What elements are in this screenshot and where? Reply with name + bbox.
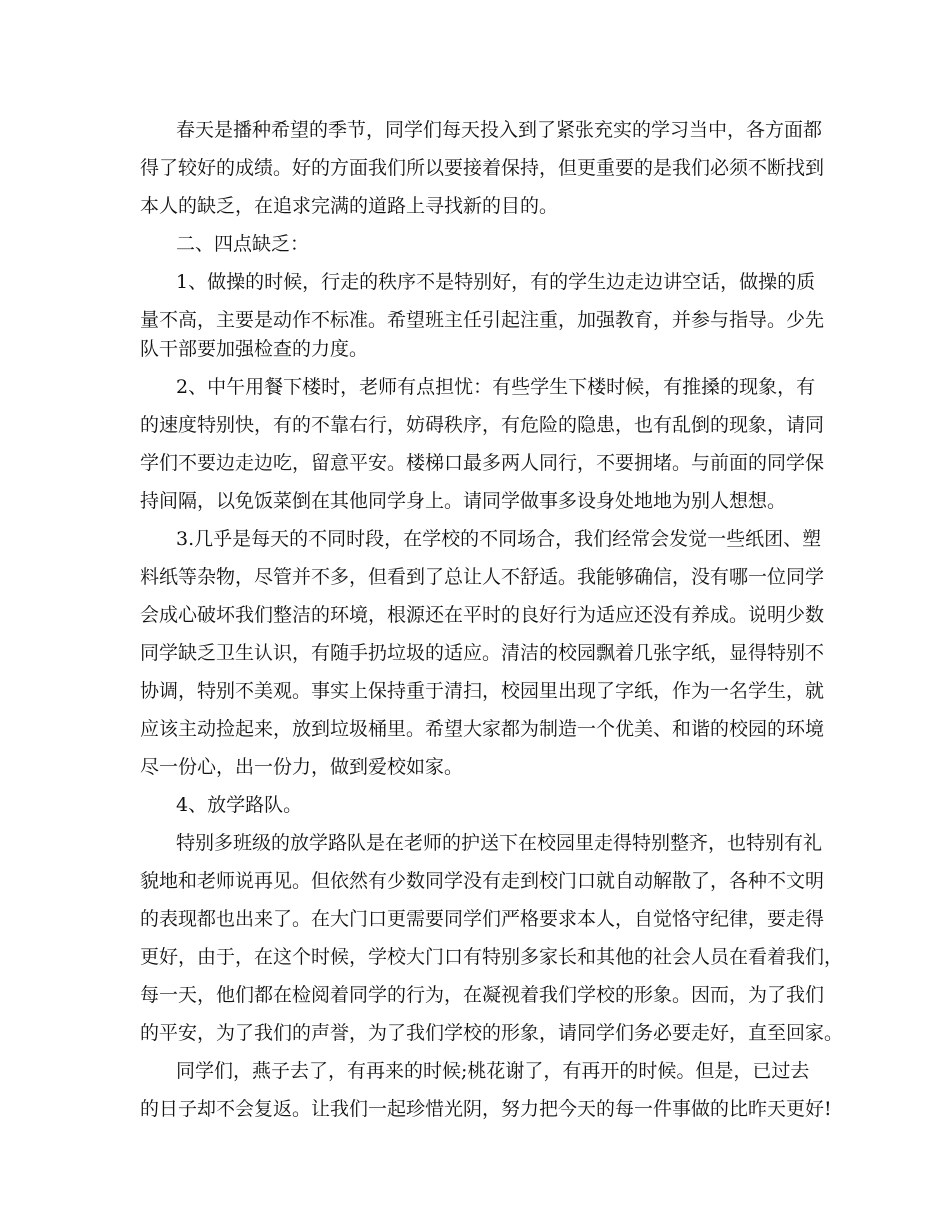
item-3-line-7: 尽一份心，出一份力，做到爱校如家。 (140, 756, 464, 778)
item-3-line-1: 3.几乎是每天的不同时段，在学校的不同场合，我们经常会发觉一些纸团、塑 (176, 528, 822, 550)
paragraph-1-line-3: 本人的缺乏，在追求完满的道路上寻找新的目的。 (140, 195, 559, 217)
item-4-line-3: 的表现都也出来了。在大门口更需要同学们严格要求本人，自觉恪守纪律，要走得 (140, 908, 825, 930)
item-3-line-4: 同学缺乏卫生认识，有随手扔垃圾的适应。清洁的校园飘着几张字纸，显得特别不 (140, 642, 825, 664)
item-1-line-2: 量不高，主要是动作不标准。希望班主任引起注重，加强教育，并参与指导。少先 (140, 309, 825, 331)
item-4-heading: 4、放学路队。 (176, 794, 303, 816)
section-heading: 二、四点缺乏： (176, 233, 310, 255)
item-4-line-6: 的平安，为了我们的声誉，为了我们学校的形象，请同学们务必要走好，直至回家。 (140, 1022, 844, 1044)
item-4-line-2: 貌地和老师说再见。但依然有少数同学没有走到校门口就自动解散了，各种不文明 (140, 870, 825, 892)
item-1-line-1: 1、做操的时候，行走的秩序不是特别好，有的学生边走边讲空话，做操的质 (176, 271, 816, 293)
item-3-line-2: 料纸等杂物，尽管并不多，但看到了总让人不舒适。我能够确信，没有哪一位同学 (140, 566, 825, 588)
item-4-line-1: 特别多班级的放学路队是在老师的护送下在校园里走得特别整齐，也特别有礼 (176, 832, 823, 854)
paragraph-1-line-1: 春天是播种希望的季节，同学们每天投入到了紧张充实的学习当中，各方面都 (176, 119, 823, 141)
closing-line-1: 同学们，燕子去了，有再来的时候;桃花谢了，有再开的时候。但是，已过去 (176, 1060, 810, 1082)
closing-line-2: 的日子却不会复返。让我们一起珍惜光阴，努力把今天的每一件事做的比昨天更好! (140, 1098, 832, 1120)
item-2-line-2: 的速度特别快，有的不靠右行，妨碍秩序，有危险的隐患，也有乱倒的现象，请同 (140, 414, 825, 436)
item-2-line-3: 学们不要边走边吃，留意平安。楼梯口最多两人同行，不要拥堵。与前面的同学保 (140, 452, 825, 474)
item-2-line-4: 持间隔，以免饭菜倒在其他同学身上。请同学做事多设身处地地为别人想想。 (140, 490, 787, 512)
item-3-line-3: 会成心破坏我们整洁的环境，根源还在平时的良好行为适应还没有养成。说明少数 (140, 604, 825, 626)
item-4-line-5: 每一天，他们都在检阅着同学的行为，在凝视着我们学校的形象。因而，为了我们 (140, 984, 825, 1006)
item-3-line-5: 协调，特别不美观。事实上保持重于清扫，校园里出现了字纸，作为一名学生，就 (140, 680, 825, 702)
paragraph-1-line-2: 得了较好的成绩。好的方面我们所以要接着保持，但更重要的是我们必须不断找到 (140, 157, 825, 179)
item-4-line-4: 更好，由于，在这个时候，学校大门口有特别多家长和其他的社会人员在看着我们， (140, 946, 844, 968)
item-3-line-6: 应该主动捡起来，放到垃圾桶里。希望大家都为制造一个优美、和谐的校园的环境 (140, 718, 825, 740)
item-2-line-1: 2、中午用餐下楼时，老师有点担忧：有些学生下楼时候，有推搡的现象，有 (176, 376, 816, 398)
item-1-line-3: 队干部要加强检查的力度。 (140, 338, 369, 360)
